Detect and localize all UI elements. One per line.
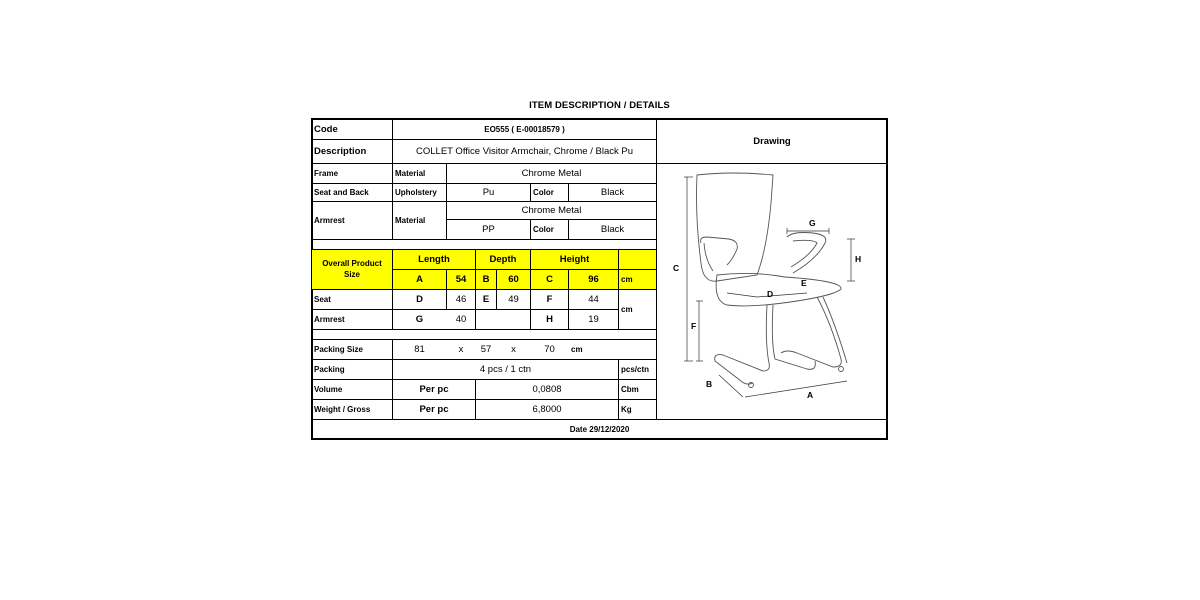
code-label: Code [314,123,338,135]
weight-per: Per pc [419,403,449,415]
dim-f-value: 44 [588,293,599,305]
dim-c-label: C [546,273,553,285]
packing-size-x2: x [511,343,516,355]
dim-e-label: E [482,293,490,305]
upholstery-label: Upholstery [395,187,437,197]
packing-value: 4 pcs / 1 ctn [479,363,532,375]
weight-value: 6,8000 [532,403,562,415]
seat-armrest-unit: cm [621,304,633,314]
height-header: Height [559,253,590,265]
armrest-label: Armrest [314,314,345,324]
dim-b-label: B [482,273,490,285]
overall-unit: cm [621,274,633,284]
seat-back-color-value: Black [600,186,625,198]
upholstery-value: Pu [482,186,495,198]
volume-per: Per pc [419,383,449,395]
volume-value: 0,0808 [532,383,562,395]
weight-unit: Kg [621,404,632,414]
sheet-title: ITEM DESCRIPTION / DETAILS [529,100,670,111]
description-label: Description [314,145,367,157]
date: Date 29/12/2020 [569,425,630,434]
dim-a-label: A [416,273,423,285]
description-value: COLLET Office Visitor Armchair, Chrome / Black Pu [416,145,633,157]
chair-left-armrest [701,237,738,265]
dim-d-label: D [416,293,423,305]
packing-size-unit: cm [571,344,583,354]
volume-unit: Cbm [621,384,639,394]
drawing-label-g: G [809,218,816,228]
volume-label: Volume [314,384,343,394]
dim-b-value: 60 [508,273,519,285]
armrest-color-value: Black [600,223,625,235]
packing-size-v1: 81 [414,343,425,355]
length-header: Length [418,253,450,265]
armrest-spec-label: Armrest [314,215,345,225]
seat-back-color-label: Color [533,187,554,197]
dim-f-label: F [546,293,553,305]
overall-label-line1: Overall Product [322,259,382,268]
chair-right-armrest [787,233,826,274]
chair-drawing [657,163,887,418]
packing-size-label: Packing Size [314,344,363,354]
armrest-color-label: Color [533,224,554,234]
drawing-label-f: F [691,321,697,331]
drawing-label-b: B [706,379,713,389]
chair-backrest [697,173,774,281]
depth-header: Depth [489,253,517,265]
frame-label: Frame [314,168,339,178]
code-value: EO555 ( E-00018579 ) [484,124,565,134]
frame-material-label: Material [395,168,426,178]
dim-e-value: 49 [508,293,519,305]
chair-frame [715,305,770,384]
armrest-material2-value: PP [482,223,495,235]
dim-g-label: G [415,313,424,325]
packing-size-v3: 70 [544,343,555,355]
seat-back-label: Seat and Back [314,187,369,197]
dim-a-value: 54 [455,273,467,285]
armrest-material1-value: Chrome Metal [521,204,582,216]
drawing-label-e: E [801,278,807,288]
dim-h-value: 19 [588,313,599,325]
overall-label-line2: Size [343,270,360,279]
drawing-label-c: C [673,263,680,273]
packing-size-x1: x [458,343,464,355]
weight-label: Weight / Gross [314,404,371,414]
seat-label: Seat [314,294,331,304]
dim-h-label: H [546,313,553,325]
overall-label [312,249,392,289]
dim-d-value: 46 [455,293,467,305]
packing-size-v2: 57 [480,343,492,355]
packing-label: Packing [314,364,345,374]
packing-unit: pcs/ctn [621,364,650,374]
drawing-label-d: D [767,289,774,299]
drawing-label-h: H [855,254,862,264]
dim-c-value: 96 [588,273,599,285]
dim-g-value: 40 [455,313,467,325]
frame-material-value: Chrome Metal [521,167,582,179]
drawing-header: Drawing [753,135,791,147]
armrest-material-label: Material [395,215,426,225]
drawing-label-a: A [807,390,814,400]
